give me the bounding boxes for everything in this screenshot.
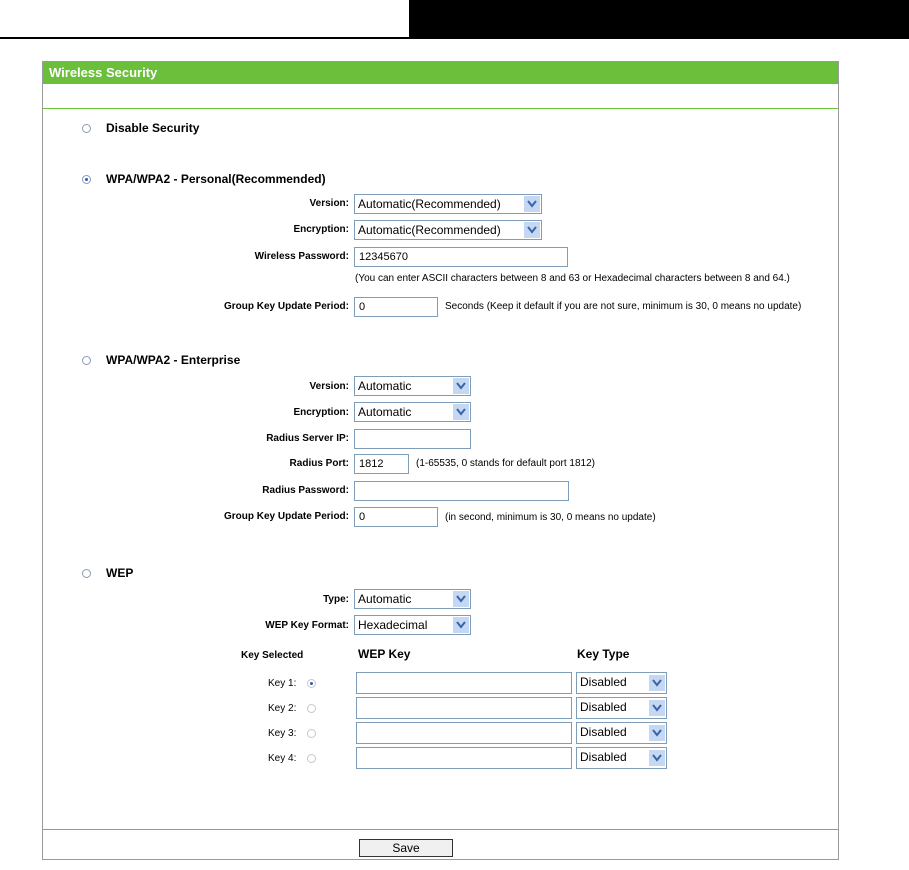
enterprise-version-select[interactable] [354,376,471,396]
wep-radio[interactable] [82,569,91,578]
personal-encryption-select[interactable] [354,220,542,240]
radius-password-label: Radius Password: [262,485,349,496]
key-4-radio[interactable] [307,754,316,763]
chevron-down-icon [453,617,469,633]
title-divider [43,108,838,109]
enterprise-group-key-input[interactable]: 0 [354,507,438,527]
wep-label: WEP [106,566,134,580]
key-2-label: Key 2: [268,703,297,714]
key-4-type-select[interactable] [576,747,667,769]
save-button[interactable]: Save [359,839,453,857]
password-hint: (You can enter ASCII characters between 8 and 63 or Hexadecimal characters between 8 and 64.) [355,273,790,284]
radius-password-input[interactable] [354,481,569,501]
wep-type-value: Automatic [358,592,412,606]
enterprise-version-label: Version: [309,381,349,392]
chevron-down-icon [649,750,665,766]
key-1-input[interactable] [356,672,572,694]
radius-port-hint: (1-65535, 0 stands for default port 1812) [416,458,596,469]
wpa-enterprise-radio[interactable] [82,356,91,365]
chevron-down-icon [453,404,469,420]
key-3-label: Key 3: [268,728,297,739]
radius-server-ip-input[interactable] [354,429,471,449]
key-4-label: Key 4: [268,753,297,764]
enterprise-group-key-label: Group Key Update Period: [223,511,349,522]
enterprise-encryption-label: Encryption: [293,407,349,418]
key-4-type-value: Disabled [580,750,627,764]
wpa-personal-label: WPA/WPA2 - Personal(Recommended) [106,172,326,186]
chevron-down-icon [453,591,469,607]
wep-key-header: WEP Key [358,647,411,661]
key-1-type-select[interactable] [576,672,667,694]
wep-key-format-select[interactable] [354,615,471,635]
key-1-type-value: Disabled [580,675,627,689]
wireless-password-input[interactable]: 12345670 [354,247,568,267]
enterprise-encryption-select[interactable] [354,402,471,422]
header-rule [0,37,411,39]
chevron-down-icon [453,378,469,394]
chevron-down-icon [649,700,665,716]
key-3-input[interactable] [356,722,572,744]
chevron-down-icon [524,196,540,212]
key-2-type-value: Disabled [580,700,627,714]
wep-key-format-value: Hexadecimal [358,618,428,632]
disable-security-radio[interactable] [82,124,91,133]
wireless-security-panel [42,61,839,860]
key-2-type-select[interactable] [576,697,667,719]
chevron-down-icon [524,222,540,238]
enterprise-version-value: Automatic [358,379,412,393]
personal-version-value: Automatic(Recommended) [358,197,501,211]
personal-group-key-label: Group Key Update Period: [223,301,349,312]
wep-type-select[interactable] [354,589,471,609]
header-black-block [409,0,909,39]
key-4-input[interactable] [356,747,572,769]
panel-title: Wireless Security [43,62,838,84]
radius-port-input[interactable]: 1812 [354,454,409,474]
disable-security-label: Disable Security [106,121,200,135]
key-2-radio[interactable] [307,704,316,713]
wep-key-format-label: WEP Key Format: [265,620,349,631]
key-type-header: Key Type [577,647,630,661]
key-2-input[interactable] [356,697,572,719]
personal-group-key-input[interactable]: 0 [354,297,438,317]
wep-type-label: Type: [323,594,349,605]
key-3-type-select[interactable] [576,722,667,744]
wpa-enterprise-label: WPA/WPA2 - Enterprise [106,353,241,367]
key-1-label: Key 1: [268,678,297,689]
wireless-password-label: Wireless Password: [254,251,349,262]
personal-version-select[interactable] [354,194,542,214]
personal-encryption-label: Encryption: [293,224,349,235]
footer-divider [43,829,838,830]
key-3-type-value: Disabled [580,725,627,739]
personal-version-label: Version: [309,198,349,209]
enterprise-group-key-hint: (in second, minimum is 30, 0 means no update) [445,512,656,523]
personal-group-key-hint: Seconds (Keep it default if you are not sure, minimum is 30, 0 means no update) [445,301,802,312]
key-1-radio[interactable] [307,679,316,688]
radius-server-ip-label: Radius Server IP: [266,433,349,444]
wpa-personal-radio[interactable] [82,175,91,184]
radius-port-label: Radius Port: [289,458,349,469]
key-selected-header: Key Selected [241,650,304,661]
personal-encryption-value: Automatic(Recommended) [358,223,501,237]
key-3-radio[interactable] [307,729,316,738]
chevron-down-icon [649,725,665,741]
chevron-down-icon [649,675,665,691]
enterprise-encryption-value: Automatic [358,405,412,419]
